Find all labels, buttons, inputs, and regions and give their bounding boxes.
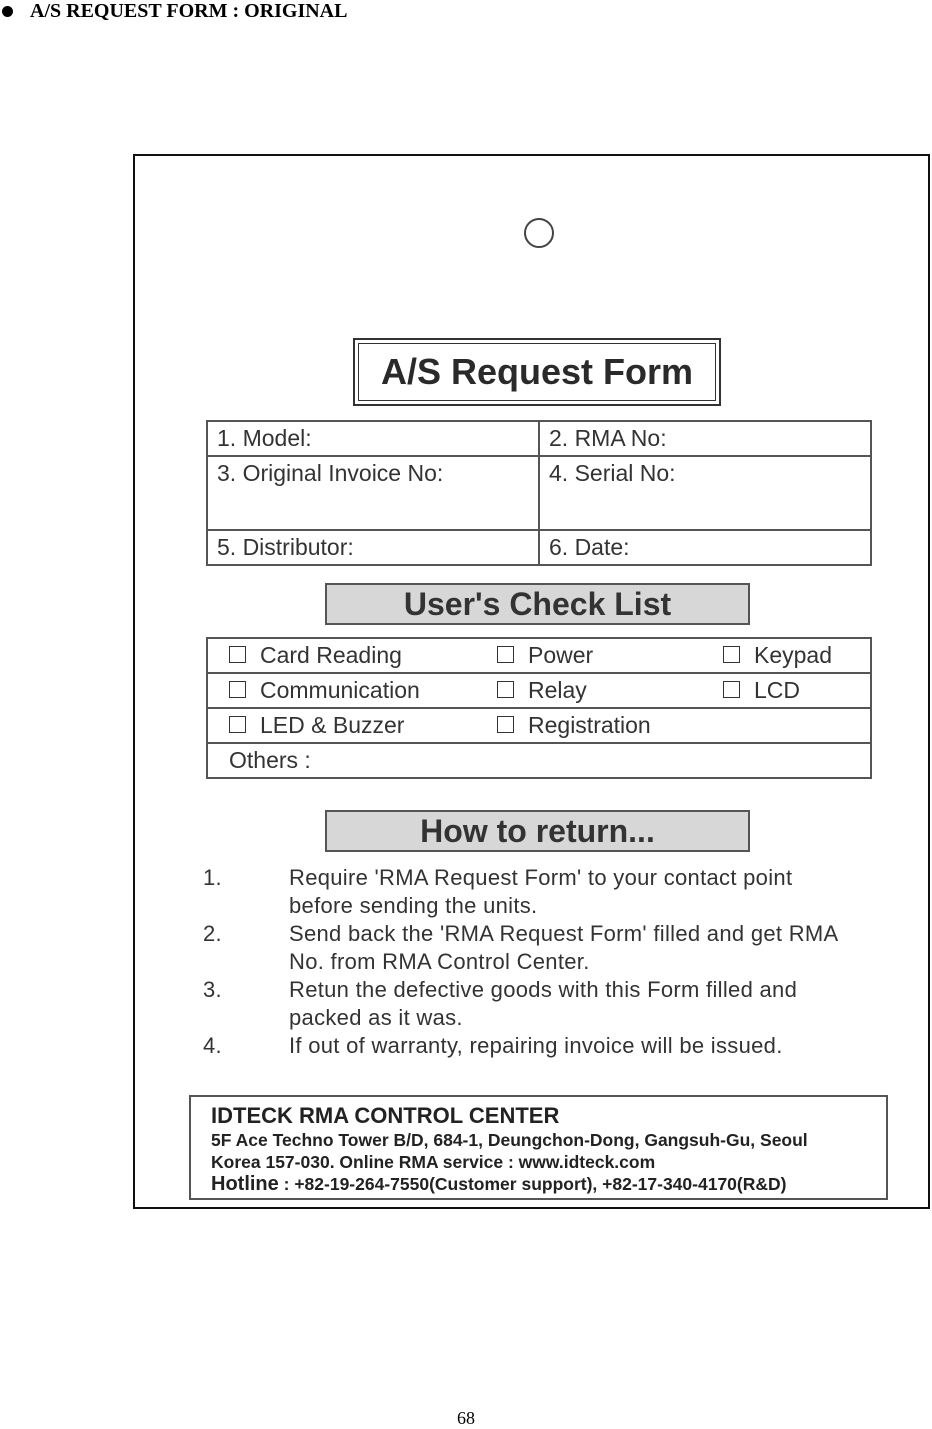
return-step — [203, 920, 843, 976]
info-table — [206, 420, 872, 566]
check-item-label: LCD — [754, 677, 801, 703]
check-item-empty — [723, 708, 871, 743]
return-step — [203, 976, 843, 1032]
distributor-field: 5. Distributor: — [207, 530, 539, 565]
contact-line2: Korea 157-030. Online RMA service : www.idteck.com — [211, 1152, 656, 1172]
contact-hotline — [211, 1173, 866, 1195]
rma-no-field: 2. RMA No: — [539, 421, 871, 456]
checkbox-icon — [723, 681, 740, 698]
check-item — [497, 708, 723, 743]
step-number: 1. — [203, 865, 222, 890]
contact-address: 5F Ace Techno Tower B/D, 684-1, Deungchon-Dong, Gangsuh-Gu, Seoul — [211, 1130, 808, 1150]
checkbox-icon — [497, 716, 514, 733]
tag-hole-icon — [524, 218, 554, 248]
check-item — [207, 708, 497, 743]
model-field: 1. Model: — [207, 421, 539, 456]
step-text: If out of warranty, repairing invoice will be issued. — [289, 1033, 783, 1058]
check-item-label: Registration — [528, 712, 651, 738]
step-text: Retun the defective goods with this Form filled and packed as it was. — [289, 977, 798, 1030]
bullet-icon — [2, 6, 13, 17]
step-number: 3. — [203, 977, 222, 1002]
check-item — [497, 638, 723, 673]
check-item — [723, 673, 871, 708]
checkbox-icon — [229, 681, 246, 698]
step-text: Require 'RMA Request Form' to your contact point before sending the units. — [289, 865, 793, 918]
as-request-form-tag — [133, 154, 930, 1209]
checkbox-icon — [723, 646, 740, 663]
check-item — [207, 638, 497, 673]
hotline-numbers: : +82-19-264-7550(Customer support), +82-17-340-4170(R&D) — [278, 1174, 787, 1194]
step-number: 2. — [203, 921, 222, 946]
checkbox-icon — [229, 646, 246, 663]
step-text: Send back the 'RMA Request Form' filled and get RMA No. from RMA Control Center. — [289, 921, 838, 974]
check-item — [207, 673, 497, 708]
invoice-no-field: 3. Original Invoice No: — [207, 456, 539, 530]
checkbox-icon — [497, 681, 514, 698]
check-item-label: Communication — [260, 677, 420, 703]
contact-title: IDTECK RMA CONTROL CENTER — [211, 1103, 560, 1128]
check-item-label: Power — [528, 642, 594, 668]
return-step — [203, 1032, 843, 1060]
checkbox-icon — [497, 646, 514, 663]
serial-no-field: 4. Serial No: — [539, 456, 871, 530]
how-to-return-header: How to return... — [325, 810, 750, 852]
check-item — [497, 673, 723, 708]
others-field: Others : — [207, 743, 871, 778]
check-item — [723, 638, 871, 673]
return-step — [203, 864, 843, 920]
form-title: A/S Request Form — [358, 343, 716, 401]
checkbox-icon — [229, 716, 246, 733]
page-heading — [0, 0, 347, 22]
check-list-table — [206, 637, 872, 779]
page-number: 68 — [457, 1408, 475, 1428]
return-steps-list — [203, 864, 843, 1060]
check-item-label: LED & Buzzer — [260, 712, 405, 738]
check-item-label: Relay — [528, 677, 587, 703]
hotline-label: Hotline — [211, 1173, 279, 1195]
check-list-header: User's Check List — [325, 583, 750, 625]
step-number: 4. — [203, 1033, 222, 1058]
check-item-label: Keypad — [754, 642, 833, 668]
form-title-box — [353, 338, 721, 406]
date-field: 6. Date: — [539, 530, 871, 565]
check-item-label: Card Reading — [260, 642, 402, 668]
rma-contact-box — [189, 1095, 888, 1200]
heading-text: A/S REQUEST FORM : ORIGINAL — [30, 0, 348, 22]
